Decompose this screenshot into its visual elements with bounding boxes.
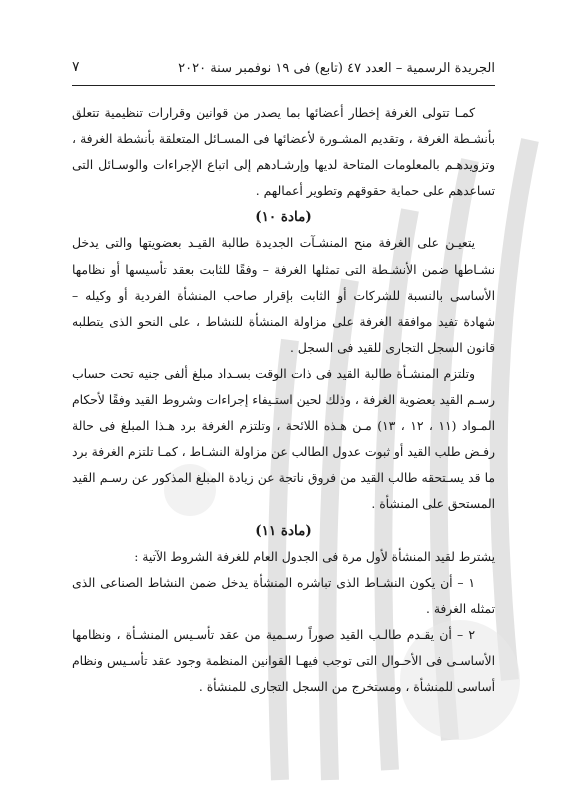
header-title: الجريدة الرسمية – العدد ٤٧ (تابع) فى ١٩ نوفمبر سنة ٢٠٢٠ bbox=[178, 61, 495, 76]
paragraph-article-10-certificate: يتعيـن على الغرفة منح المنشـآت الجديدة طالبة القيـد بعضويتها والتى يدخل نشـاطها ضمن الأنشـطة التى تمثلها الغرفة – وفقًا للثابت بعقد تأسيسها أو نظامها الأساسى بالنسبة للشركات أو الثابت بإقرار صاحب المنشأة الفردية أو وكيله – شهادة تفيد موافقة الغرفة على مزاولة المنشأة للنشاط ، على النحو الذى يتطلبه قانون السجل التجارى للقيد فى السجل . bbox=[72, 236, 495, 355]
article-10-heading: (مادة ١٠) bbox=[255, 209, 312, 226]
paragraph-condition-1: ١ – أن يكون النشـاط الذى تباشره المنشأة يدخل ضمن النشاط الصناعى الذى تمثله الغرفة . bbox=[72, 575, 495, 616]
paragraph-condition-2: ٢ – أن يقـدم طالـب القيد صوراً رسـمية من عقد تأسـيس المنشـأة ، ونظامها الأساسـى فى الأحـوال التى توجب فيهـا القوانين المنظمة وجود عقد تأسـيس ونظام أساسى للمنشأة ، ومستخرج من السجل التجارى للمنشأة . bbox=[72, 627, 495, 695]
paragraph-article-11-intro: يشترط لقيد المنشأة لأول مرة فى الجدول العام للغرفة الشروط الآتية : bbox=[134, 549, 495, 564]
paragraph-chamber-duties: كمـا تتولى الغرفة إخطار أعضائها بما يصدر من قوانين وقرارات تنظيمية تتعلق بأنشـطة الغرفة ، وتقديم المشـورة لأعضائها فى المسـائل المتعلقة بأنشطة الغرفة ، وتزويدهـم بالمعلومات المتاحة لديها وإرشـادهم إلى اتباع الإجراءات والوسـائل التى تساعدهم على حماية حقوقهم وتطوير أعمالهم . bbox=[72, 106, 495, 199]
paragraph-article-10-fee: وتلتزم المنشـأة طالبة القيد فى ذات الوقت بسـداد مبلغ ألفى جنيه تحت حساب رسـم القيد بعضوية الغرفة ، وذلك لحين استـيفاء إجراءات وشروط القيد وفقًا لأحكام المـواد (١١ ، ١٢ ، ١٣) مـن هـذه اللائحة ، وتلتزم الغرفة برد هـذا المبلغ فى حالة رفـض طلب القيد أو ثبوت عدول الطالب عن مزاولة النشـاط ، كمـا تلتزم الغرفة برد ما قد يسـتحقه طالب القيد من فروق ناتجة عن زيادة المبلغ المذكور عن رسـم القيد المستحق على المنشأة . bbox=[72, 366, 496, 512]
article-11-heading: (مادة ١١) bbox=[255, 522, 312, 539]
page-header bbox=[72, 55, 495, 86]
document-body bbox=[72, 100, 495, 700]
page-number: ٧ bbox=[72, 59, 80, 75]
